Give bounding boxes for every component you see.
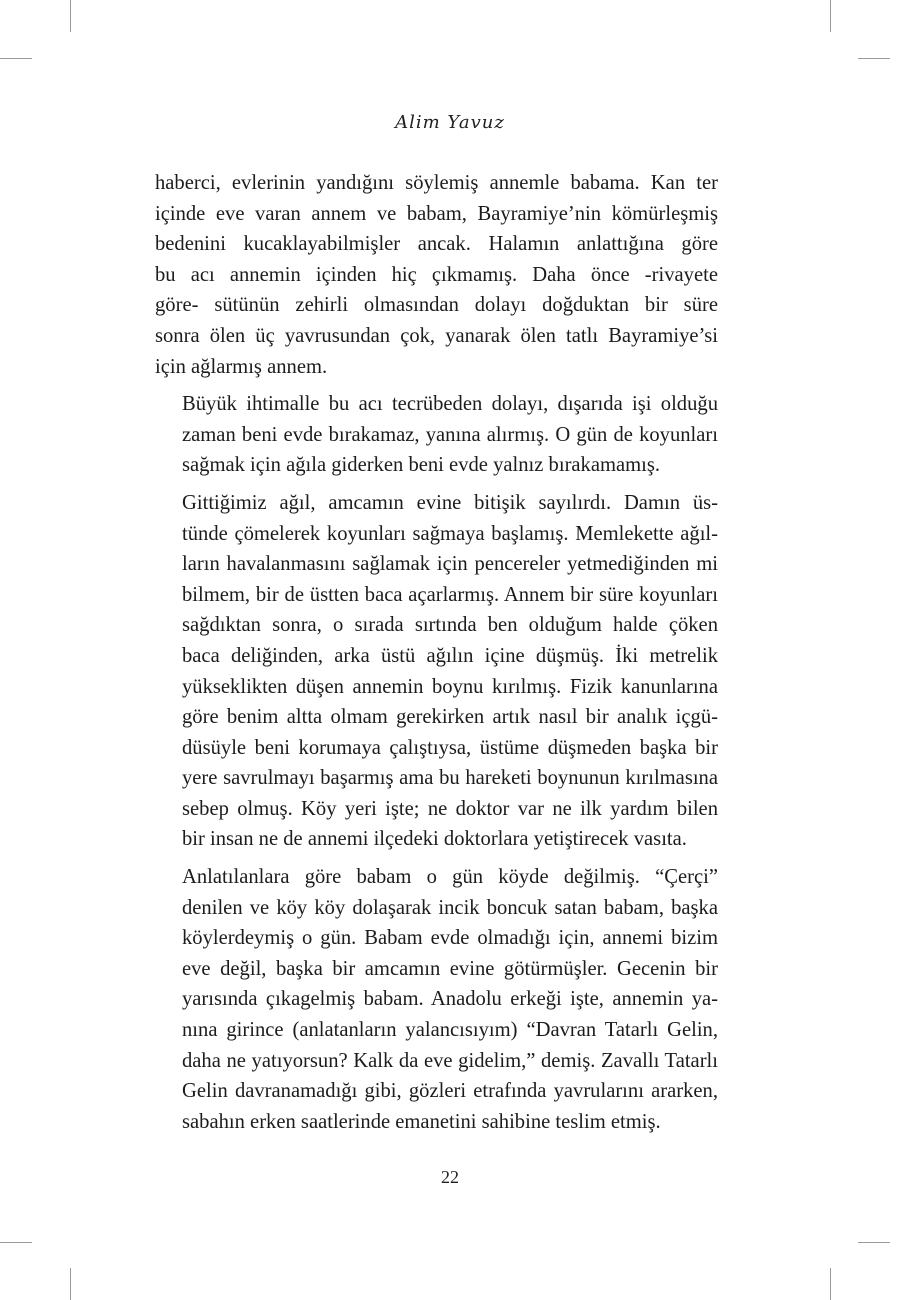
crop-mark-right-top <box>858 58 890 59</box>
text-line: denilen ve köy köy dolaşarak incik boncuk satan babam, başka <box>182 896 718 919</box>
crop-mark-top-right <box>830 0 831 32</box>
text-line: Gittiğimiz ağıl, amcamın evine bitişik sayılırdı. Damın üs- <box>182 491 718 514</box>
text-line: göre- sütünün zehirli olmasından dolayı doğduktan bir süre <box>155 294 718 317</box>
paragraph <box>155 488 718 855</box>
crop-mark-right-bottom <box>858 1242 890 1243</box>
crop-mark-bottom-right <box>830 1268 831 1300</box>
text-line: düsüyle beni korumaya çalıştıysa, üstüme düşmeden başka bir <box>182 736 718 759</box>
text-line: baca deliğinden, arka üstü ağılın içine düşmüş. İki metrelik <box>182 644 718 667</box>
text-line: bir insan ne de annemi ilçedeki doktorlara yetiştirecek vasıta. <box>182 828 687 851</box>
text-line: sağdıktan sonra, o sırada sırtında ben olduğum halde çöken <box>182 614 718 637</box>
text-line: Anlatılanlara göre babam o gün köyde değilmiş. “Çerçi” <box>182 866 718 889</box>
crop-mark-top-left <box>70 0 71 32</box>
text-line: yarısında çıkagelmiş babam. Anadolu erkeği işte, annemin ya- <box>182 988 718 1011</box>
text-line: ların havalanmasını sağlamak için pencereler yetmediğinden mi <box>182 553 718 576</box>
text-line: için ağlarmış annem. <box>155 355 328 378</box>
running-head-author: Alim Yavuz <box>395 112 505 133</box>
text-line: sabahın erken saatlerinde emanetini sahibine teslim etmiş. <box>182 1110 661 1133</box>
text-line: göre benim altta olmam gerekirken artık nasıl bir analık içgü- <box>182 706 718 729</box>
crop-mark-bottom-left <box>70 1268 71 1300</box>
text-line: tünde çömelerek koyunları sağmaya başlamış. Memlekette ağıl- <box>182 522 718 545</box>
text-line: bu acı annemin içinden hiç çıkmamış. Daha önce -rivayete <box>155 263 718 286</box>
paragraph <box>155 862 718 1137</box>
crop-mark-left-top <box>0 58 32 59</box>
text-line: Gelin davranamadığı gibi, gözleri etrafında yavrularını ararken, <box>182 1080 718 1103</box>
paragraph <box>155 168 718 382</box>
text-line: Büyük ihtimalle bu acı tecrübeden dolayı, dışarıda işi olduğu <box>182 393 718 416</box>
text-line: yere savrulmayı başarmış ama bu hareketi boynunun kırılmasına <box>182 767 718 790</box>
text-line: bedenini kucaklayabilmişler ancak. Halamın anlattığına göre <box>155 233 718 256</box>
text-line: daha ne yatıyorsun? Kalk da eve gidelim,” demiş. Zavallı Tatarlı <box>182 1049 718 1072</box>
text-line: içinde eve varan annem ve babam, Bayramiye’nin kömürleşmiş <box>155 202 718 225</box>
text-line: sebep olmuş. Köy yeri işte; ne doktor var ne ilk yardım bilen <box>182 797 718 820</box>
text-line: sağmak için ağıla giderken beni evde yalnız bırakamamış. <box>182 454 661 477</box>
page-number: 22 <box>441 1167 459 1187</box>
body-text <box>155 168 718 1144</box>
text-line: sonra ölen üç yavrusundan çok, yanarak ölen tatlı Bayramiye’si <box>155 324 718 347</box>
text-line: köylerdeymiş o gün. Babam evde olmadığı için, annemi bizim <box>182 927 718 950</box>
text-line: zaman beni evde bırakamaz, yanına alırmış. O gün de koyunları <box>182 423 718 446</box>
text-line: bilmem, bir de üstten baca açarlarmış. Annem bir süre koyunları <box>182 583 718 606</box>
text-line: eve değil, başka bir amcamın evine götürmüşler. Gecenin bir <box>182 957 718 980</box>
crop-mark-left-bottom <box>0 1242 32 1243</box>
paragraph <box>155 389 718 481</box>
text-line: nına girince (anlatanların yalancısıyım) “Davran Tatarlı Gelin, <box>182 1019 718 1042</box>
text-line: haberci, evlerinin yandığını söylemiş annemle babama. Kan ter <box>155 172 718 194</box>
text-line: yükseklikten düşen annemin boynu kırılmış. Fizik kanunlarına <box>182 675 718 698</box>
